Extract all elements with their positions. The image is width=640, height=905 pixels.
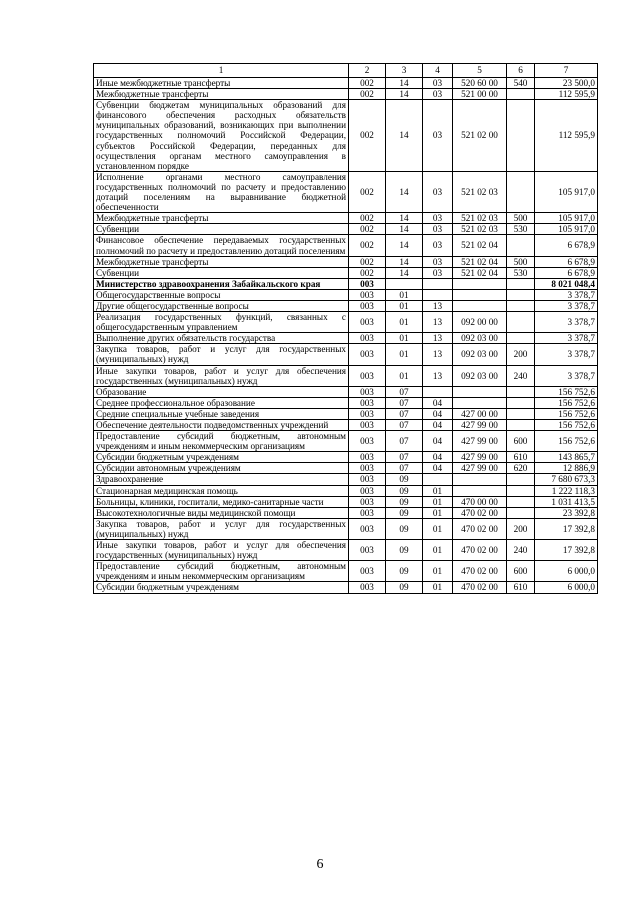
cell-section: 09	[386, 496, 423, 507]
cell-ministry-code: 003	[349, 507, 386, 518]
page-number: 6	[316, 857, 324, 872]
cell-ministry-code: 003	[349, 452, 386, 463]
table-row	[94, 408, 598, 419]
cell-ministry-code: 003	[349, 540, 386, 561]
cell-amount: 6 678,9	[535, 235, 598, 256]
cell-expense-type	[507, 386, 535, 397]
cell-target-article: 470 02 00	[453, 582, 507, 593]
column-header: 2	[349, 64, 386, 78]
cell-ministry-code: 003	[349, 386, 386, 397]
cell-amount: 17 392,8	[535, 540, 598, 561]
cell-subsection: 03	[423, 256, 453, 267]
cell-amount: 6 678,9	[535, 256, 598, 267]
cell-section: 14	[386, 89, 423, 100]
cell-section: 09	[386, 582, 423, 593]
table-row	[94, 235, 598, 256]
cell-amount: 12 886,9	[535, 463, 598, 474]
cell-target-article: 092 03 00	[453, 333, 507, 344]
cell-amount: 105 917,0	[535, 171, 598, 212]
column-header: 3	[386, 64, 423, 78]
cell-name: Больницы, клиники, госпитали, медико-санитарные части	[94, 496, 349, 507]
cell-expense-type	[507, 408, 535, 419]
cell-target-article: 521 02 04	[453, 267, 507, 278]
cell-amount: 17 392,8	[535, 518, 598, 539]
cell-section: 14	[386, 213, 423, 224]
cell-expense-type	[507, 289, 535, 300]
cell-subsection: 01	[423, 518, 453, 539]
cell-subsection: 04	[423, 431, 453, 452]
cell-subsection: 01	[423, 540, 453, 561]
cell-amount: 112 595,9	[535, 100, 598, 172]
table-row	[94, 267, 598, 278]
cell-subsection: 03	[423, 100, 453, 172]
cell-section: 07	[386, 397, 423, 408]
cell-ministry-code: 003	[349, 561, 386, 582]
cell-section: 14	[386, 171, 423, 212]
table-row	[94, 289, 598, 300]
cell-subsection: 13	[423, 344, 453, 365]
cell-section: 01	[386, 289, 423, 300]
cell-section: 09	[386, 474, 423, 485]
cell-section: 14	[386, 267, 423, 278]
table-row	[94, 540, 598, 561]
cell-expense-type: 500	[507, 213, 535, 224]
cell-target-article	[453, 300, 507, 311]
cell-section: 09	[386, 485, 423, 496]
cell-expense-type: 200	[507, 518, 535, 539]
cell-subsection: 13	[423, 312, 453, 333]
cell-subsection	[423, 289, 453, 300]
column-header: 5	[453, 64, 507, 78]
cell-name: Иные закупки товаров, работ и услуг для обеспечения государственных (муниципальных) нужд	[94, 540, 349, 561]
cell-target-article: 427 99 00	[453, 431, 507, 452]
cell-target-article: 470 02 00	[453, 507, 507, 518]
cell-expense-type: 600	[507, 561, 535, 582]
cell-ministry-code: 003	[349, 333, 386, 344]
cell-name: Субвенции	[94, 267, 349, 278]
cell-subsection: 01	[423, 582, 453, 593]
cell-name: Министерство здравоохранения Забайкальского края	[94, 278, 349, 289]
cell-section: 01	[386, 344, 423, 365]
cell-amount: 156 752,6	[535, 431, 598, 452]
cell-amount: 3 378,7	[535, 333, 598, 344]
cell-name: Образование	[94, 386, 349, 397]
cell-name: Межбюджетные трансферты	[94, 256, 349, 267]
cell-subsection: 04	[423, 463, 453, 474]
table-row	[94, 507, 598, 518]
cell-section: 07	[386, 452, 423, 463]
cell-target-article: 521 02 00	[453, 100, 507, 172]
cell-name: Закупка товаров, работ и услуг для государственных (муниципальных) нужд	[94, 518, 349, 539]
cell-name: Межбюджетные трансферты	[94, 89, 349, 100]
cell-target-article: 470 00 00	[453, 496, 507, 507]
cell-subsection	[423, 386, 453, 397]
cell-subsection	[423, 278, 453, 289]
cell-amount: 6 000,0	[535, 561, 598, 582]
cell-amount: 156 752,6	[535, 408, 598, 419]
table-row	[94, 278, 598, 289]
table-row	[94, 431, 598, 452]
table-row	[94, 224, 598, 235]
table-row	[94, 89, 598, 100]
table-row	[94, 452, 598, 463]
cell-ministry-code: 003	[349, 474, 386, 485]
cell-target-article: 521 02 03	[453, 224, 507, 235]
cell-amount: 23 500,0	[535, 78, 598, 89]
cell-expense-type	[507, 485, 535, 496]
column-header: 6	[507, 64, 535, 78]
table-row	[94, 312, 598, 333]
cell-expense-type	[507, 397, 535, 408]
cell-name: Субвенции	[94, 224, 349, 235]
cell-subsection: 13	[423, 333, 453, 344]
table-row	[94, 213, 598, 224]
cell-ministry-code: 003	[349, 365, 386, 386]
table-body	[94, 78, 598, 594]
cell-expense-type	[507, 496, 535, 507]
table-row	[94, 365, 598, 386]
cell-subsection: 13	[423, 365, 453, 386]
cell-section: 14	[386, 78, 423, 89]
cell-target-article: 427 00 00	[453, 408, 507, 419]
cell-subsection: 13	[423, 300, 453, 311]
cell-target-article: 092 00 00	[453, 312, 507, 333]
cell-section: 01	[386, 300, 423, 311]
column-header: 7	[535, 64, 598, 78]
table-row	[94, 100, 598, 172]
cell-section: 09	[386, 518, 423, 539]
cell-subsection: 04	[423, 397, 453, 408]
cell-amount: 156 752,6	[535, 397, 598, 408]
cell-ministry-code: 003	[349, 300, 386, 311]
cell-subsection: 03	[423, 224, 453, 235]
cell-ministry-code: 002	[349, 78, 386, 89]
cell-ministry-code: 003	[349, 278, 386, 289]
cell-name: Исполнение органами местного самоуправления государственных полномочий по расчету и предоставлению дотаций поселениям на выравнивание бюджетной обеспеченности	[94, 171, 349, 212]
cell-amount: 3 378,7	[535, 289, 598, 300]
cell-ministry-code: 003	[349, 496, 386, 507]
cell-ministry-code: 003	[349, 582, 386, 593]
cell-expense-type: 200	[507, 344, 535, 365]
cell-target-article	[453, 397, 507, 408]
cell-target-article: 521 02 04	[453, 256, 507, 267]
cell-amount: 156 752,6	[535, 386, 598, 397]
cell-amount: 6 678,9	[535, 267, 598, 278]
cell-subsection: 03	[423, 89, 453, 100]
cell-expense-type	[507, 333, 535, 344]
cell-section: 07	[386, 420, 423, 431]
cell-subsection: 01	[423, 485, 453, 496]
cell-name: Субвенции бюджетам муниципальных образований для финансового обеспечения расходных обязательств муниципальных образований, возникающих при выполнении государственных полномочий Российской Федерации, субъектов Российской Федерации, переданных для осуществления органам местного самоуправления в установленном порядке	[94, 100, 349, 172]
cell-section: 01	[386, 333, 423, 344]
cell-expense-type	[507, 474, 535, 485]
table-row	[94, 474, 598, 485]
cell-expense-type	[507, 100, 535, 172]
table-row	[94, 420, 598, 431]
cell-section: 07	[386, 463, 423, 474]
cell-expense-type: 600	[507, 431, 535, 452]
cell-section: 14	[386, 224, 423, 235]
cell-subsection: 04	[423, 408, 453, 419]
cell-target-article: 427 99 00	[453, 452, 507, 463]
table-row	[94, 496, 598, 507]
cell-expense-type	[507, 312, 535, 333]
cell-expense-type	[507, 507, 535, 518]
cell-target-article: 521 00 00	[453, 89, 507, 100]
cell-name: Высокотехнологичные виды медицинской помощи	[94, 507, 349, 518]
cell-name: Предоставление субсидий бюджетным, автономным учреждениям и иным некоммерческим организациям	[94, 431, 349, 452]
cell-ministry-code: 002	[349, 267, 386, 278]
cell-name: Общегосударственные вопросы	[94, 289, 349, 300]
table-header-row	[94, 64, 598, 78]
cell-ministry-code: 003	[349, 431, 386, 452]
table-row	[94, 397, 598, 408]
cell-ministry-code: 002	[349, 100, 386, 172]
cell-subsection: 03	[423, 213, 453, 224]
cell-target-article: 427 99 00	[453, 463, 507, 474]
cell-target-article: 470 02 00	[453, 518, 507, 539]
cell-amount: 105 917,0	[535, 224, 598, 235]
cell-amount: 156 752,6	[535, 420, 598, 431]
cell-target-article: 521 02 03	[453, 213, 507, 224]
cell-ministry-code: 002	[349, 171, 386, 212]
cell-target-article	[453, 289, 507, 300]
cell-ministry-code: 002	[349, 235, 386, 256]
cell-ministry-code: 003	[349, 408, 386, 419]
cell-section: 14	[386, 100, 423, 172]
cell-expense-type	[507, 300, 535, 311]
table-row	[94, 386, 598, 397]
cell-expense-type	[507, 278, 535, 289]
table-row	[94, 485, 598, 496]
cell-target-article	[453, 474, 507, 485]
cell-subsection: 03	[423, 78, 453, 89]
cell-name: Финансовое обеспечение передаваемых государственных полномочий по расчету и предоставлению дотаций поселениям	[94, 235, 349, 256]
table-row	[94, 333, 598, 344]
cell-amount: 143 865,7	[535, 452, 598, 463]
cell-amount: 105 917,0	[535, 213, 598, 224]
cell-ministry-code: 003	[349, 344, 386, 365]
cell-name: Иные межбюджетные трансферты	[94, 78, 349, 89]
table-row	[94, 518, 598, 539]
cell-expense-type: 240	[507, 365, 535, 386]
cell-ministry-code: 003	[349, 397, 386, 408]
cell-section: 09	[386, 507, 423, 518]
cell-expense-type: 610	[507, 582, 535, 593]
cell-target-article: 520 60 00	[453, 78, 507, 89]
table-row	[94, 300, 598, 311]
cell-ministry-code: 003	[349, 463, 386, 474]
cell-subsection: 04	[423, 420, 453, 431]
cell-amount: 8 021 048,4	[535, 278, 598, 289]
cell-name: Средние специальные учебные заведения	[94, 408, 349, 419]
cell-name: Субсидии автономным учреждениям	[94, 463, 349, 474]
cell-target-article	[453, 386, 507, 397]
table-row	[94, 344, 598, 365]
cell-amount: 7 680 673,3	[535, 474, 598, 485]
column-header: 4	[423, 64, 453, 78]
cell-target-article	[453, 278, 507, 289]
cell-amount: 1 222 118,3	[535, 485, 598, 496]
cell-name: Стационарная медицинская помощь	[94, 485, 349, 496]
cell-section: 07	[386, 408, 423, 419]
cell-expense-type: 540	[507, 78, 535, 89]
cell-section: 14	[386, 256, 423, 267]
cell-amount: 3 378,7	[535, 365, 598, 386]
cell-expense-type: 500	[507, 256, 535, 267]
cell-expense-type	[507, 89, 535, 100]
cell-expense-type: 530	[507, 267, 535, 278]
cell-target-article: 470 02 00	[453, 540, 507, 561]
cell-section: 07	[386, 431, 423, 452]
cell-amount: 3 378,7	[535, 300, 598, 311]
cell-name: Субсидии бюджетным учреждениям	[94, 452, 349, 463]
cell-ministry-code: 003	[349, 485, 386, 496]
cell-name: Выполнение других обязательств государства	[94, 333, 349, 344]
cell-name: Здравоохранение	[94, 474, 349, 485]
cell-subsection: 04	[423, 452, 453, 463]
cell-ministry-code: 002	[349, 89, 386, 100]
cell-amount: 3 378,7	[535, 312, 598, 333]
cell-name: Иные закупки товаров, работ и услуг для обеспечения государственных (муниципальных) нужд	[94, 365, 349, 386]
cell-expense-type: 240	[507, 540, 535, 561]
cell-target-article: 521 02 04	[453, 235, 507, 256]
cell-amount: 6 000,0	[535, 582, 598, 593]
cell-amount: 1 031 413,5	[535, 496, 598, 507]
cell-ministry-code: 002	[349, 256, 386, 267]
cell-expense-type	[507, 235, 535, 256]
cell-name: Другие общегосударственные вопросы	[94, 300, 349, 311]
cell-subsection	[423, 474, 453, 485]
cell-name: Среднее профессиональное образование	[94, 397, 349, 408]
table-row	[94, 78, 598, 89]
cell-name: Предоставление субсидий бюджетным, автономным учреждениям и иным некоммерческим организациям	[94, 561, 349, 582]
cell-section: 01	[386, 365, 423, 386]
cell-ministry-code: 003	[349, 312, 386, 333]
cell-expense-type: 620	[507, 463, 535, 474]
cell-target-article: 092 03 00	[453, 344, 507, 365]
cell-expense-type	[507, 420, 535, 431]
cell-expense-type	[507, 171, 535, 212]
table-row	[94, 256, 598, 267]
cell-ministry-code: 002	[349, 224, 386, 235]
cell-section	[386, 278, 423, 289]
cell-section: 07	[386, 386, 423, 397]
column-header: 1	[94, 64, 349, 78]
cell-subsection: 03	[423, 171, 453, 212]
cell-ministry-code: 002	[349, 213, 386, 224]
cell-section: 09	[386, 561, 423, 582]
cell-name: Обеспечение деятельности подведомственных учреждений	[94, 420, 349, 431]
cell-section: 14	[386, 235, 423, 256]
table-row	[94, 582, 598, 593]
cell-target-article	[453, 485, 507, 496]
table-row	[94, 463, 598, 474]
cell-ministry-code: 003	[349, 420, 386, 431]
cell-name: Субсидии бюджетным учреждениям	[94, 582, 349, 593]
cell-subsection: 01	[423, 496, 453, 507]
cell-amount: 23 392,8	[535, 507, 598, 518]
table-row	[94, 561, 598, 582]
cell-subsection: 01	[423, 561, 453, 582]
cell-section: 01	[386, 312, 423, 333]
cell-ministry-code: 003	[349, 518, 386, 539]
cell-name: Межбюджетные трансферты	[94, 213, 349, 224]
cell-subsection: 03	[423, 267, 453, 278]
cell-amount: 3 378,7	[535, 344, 598, 365]
cell-name: Реализация государственных функций, связанных с общегосударственным управлением	[94, 312, 349, 333]
cell-section: 09	[386, 540, 423, 561]
table-row	[94, 171, 598, 212]
cell-name: Закупка товаров, работ и услуг для государственных (муниципальных) нужд	[94, 344, 349, 365]
cell-expense-type: 610	[507, 452, 535, 463]
cell-subsection: 01	[423, 507, 453, 518]
cell-ministry-code: 003	[349, 289, 386, 300]
cell-subsection: 03	[423, 235, 453, 256]
cell-target-article: 521 02 03	[453, 171, 507, 212]
cell-expense-type: 530	[507, 224, 535, 235]
budget-table	[93, 63, 598, 594]
cell-target-article: 470 02 00	[453, 561, 507, 582]
cell-amount: 112 595,9	[535, 89, 598, 100]
cell-target-article: 092 03 00	[453, 365, 507, 386]
cell-target-article: 427 99 00	[453, 420, 507, 431]
